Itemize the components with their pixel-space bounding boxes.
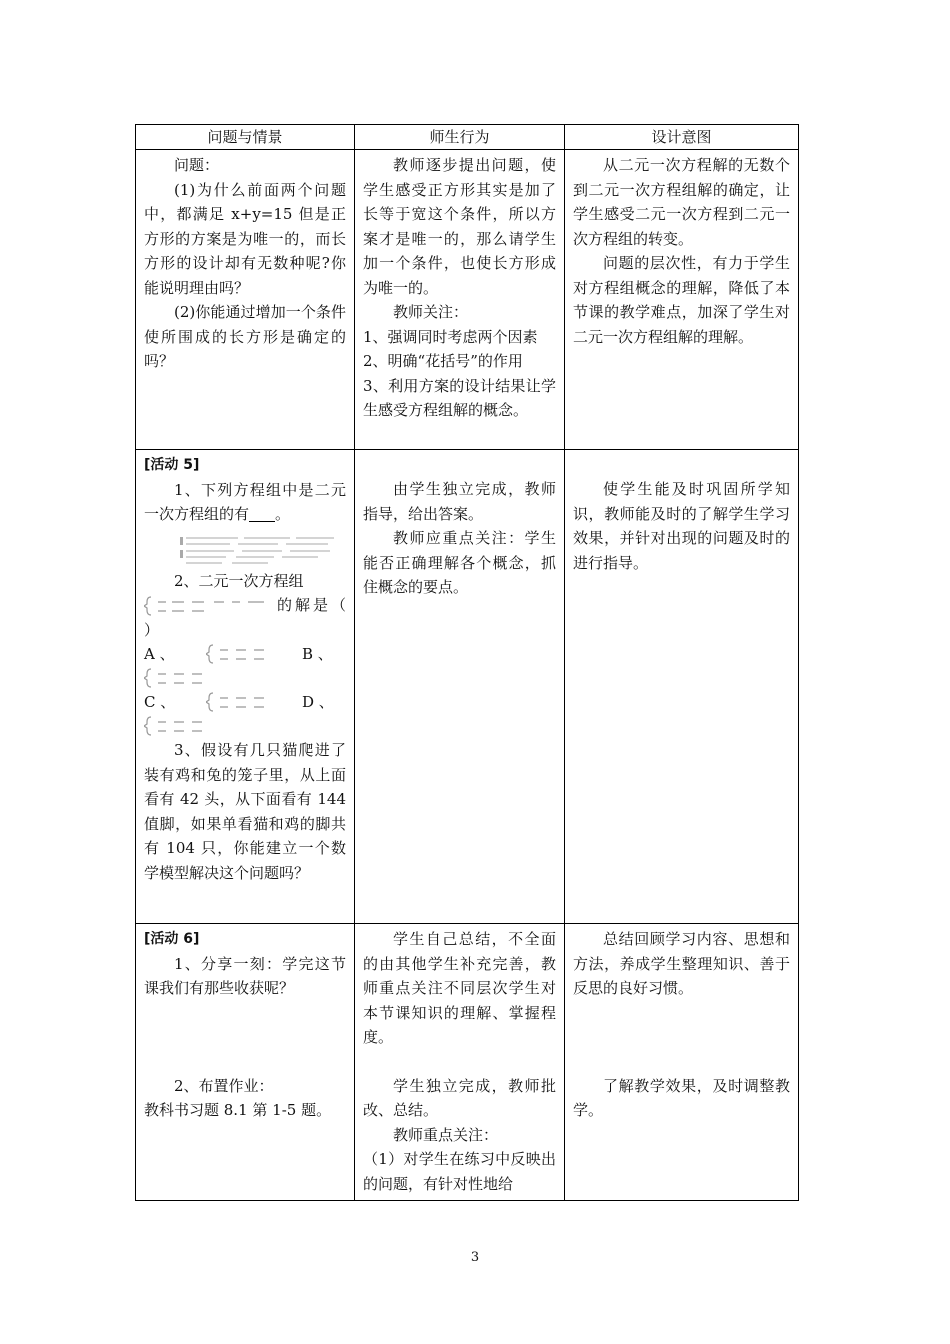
table-row xyxy=(136,450,799,924)
equation-systems-image xyxy=(178,535,338,565)
option-b-label: B 、 xyxy=(302,644,333,663)
row1-intent-cell xyxy=(565,150,799,450)
option-c-label: C 、 xyxy=(144,692,176,711)
row1-d1: 从二元一次方程解的无数个到二元一次方程组解的确定，让学生感受二元一次方程到二元一次方程组的转变。 xyxy=(573,156,790,248)
row1-q2: (2)你能通过增加一个条件使所围成的长方形是确定的吗？ xyxy=(144,303,346,370)
table-row xyxy=(136,150,799,450)
equation-system-icon xyxy=(144,595,274,617)
option-b-row xyxy=(144,666,346,690)
table-row xyxy=(136,924,799,1201)
row3-q1: 1、分享一刻：学完这节课我们有那些收获呢？ xyxy=(144,954,346,997)
row3-behavior-cell xyxy=(355,924,565,1201)
row3-t2: 学生独立完成，教师批改、总结。 xyxy=(363,1076,556,1119)
option-d-label: D 、 xyxy=(302,692,334,711)
row2-q3: 3、假设有几只猫爬进了装有鸡和兔的笼子里，从上面看有 42 头，从下面看有 144 值脚，如果单看猫和鸡的脚共有 104 只，你能建立一个数学模型解决这个问题吗？ xyxy=(144,741,346,882)
row2-q1 xyxy=(144,478,346,527)
row3-d1: 总结回顾学习内容、思想和方法，养成学生整理知识、善于反思的良好习惯。 xyxy=(573,930,790,997)
row3-d2: 了解教学效果，及时调整教学。 xyxy=(573,1076,790,1119)
row2-q2 xyxy=(144,569,346,594)
option-c-system xyxy=(206,691,286,713)
activity5-label: [活动 5] xyxy=(144,457,200,473)
option-b-system xyxy=(144,667,224,689)
row1-t5: 3、利用方案的设计结果让学生感受方程组解的概念。 xyxy=(363,376,556,419)
option-a-system xyxy=(206,643,286,665)
row2-d1: 使学生能及时巩固所学知识，教师能及时的了解学生学习效果，并针对出现的问题及时的进行指导。 xyxy=(573,480,790,572)
row3-t1: 学生自己总结，不全面的由其他学生补充完善，教师重点关注不同层次学生对本节课知识的理解、掌握程度。 xyxy=(363,930,556,1046)
row2-behavior-cell xyxy=(355,450,565,924)
row1-t2: 教师关注： xyxy=(393,303,469,321)
option-row-ab xyxy=(144,642,346,666)
row3-q2: 2、布置作业： xyxy=(174,1076,274,1095)
row3-t4: （1）对学生在练习中反映出的问题，有针对性地给 xyxy=(363,1150,556,1193)
answer-blank xyxy=(249,505,275,522)
row1-problem-cell xyxy=(136,150,355,450)
row3-q3: 教科书习题 8.1 第 1-5 题。 xyxy=(144,1101,332,1119)
option-d-row xyxy=(144,714,346,738)
row2-q2-line xyxy=(144,593,346,642)
row2-q1-end: 。 xyxy=(275,505,291,523)
row2-q2-a: 2、二元一次方程组 xyxy=(174,571,304,590)
option-d-system xyxy=(144,715,224,737)
row1-behavior-cell xyxy=(355,150,565,450)
option-a-label: A 、 xyxy=(144,644,175,663)
row1-q-title: 问题： xyxy=(174,156,220,174)
table-header-row xyxy=(136,125,799,150)
row2-q1-text: 1、下列方程组中是二元一次方程组的有 xyxy=(144,480,346,523)
row1-d2: 问题的层次性，有力于学生对方程组概念的理解，降低了本节课的教学难点，加深了学生对二元一次方程组解的理解。 xyxy=(573,254,790,346)
row2-intent-cell xyxy=(565,450,799,924)
header-intent: 设计意图 xyxy=(565,125,799,150)
row3-intent-cell xyxy=(565,924,799,1201)
row3-t3: 教师重点关注： xyxy=(393,1125,499,1144)
page-number: 3 xyxy=(470,1250,480,1265)
activity6-label: [活动 6] xyxy=(144,931,200,947)
row1-t3: 1、强调同时考虑两个因素 xyxy=(363,327,538,346)
header-behavior: 师生行为 xyxy=(355,125,565,150)
row2-problem-cell xyxy=(136,450,355,924)
row3-problem-cell xyxy=(136,924,355,1201)
row2-t2: 教师应重点关注：学生能否正确理解各个概念，抓住概念的要点。 xyxy=(363,529,556,596)
row2-t1: 由学生独立完成，教师指导，给出答案。 xyxy=(363,480,556,523)
row1-t1: 教师逐步提出问题，使学生感受正方形其实是加了长等于宽这个条件，所以方案才是唯一的，那么请学生加一个条件，也使长方形成为唯一的。 xyxy=(363,156,556,297)
lesson-plan-table xyxy=(135,124,799,1201)
option-row-cd xyxy=(144,690,346,714)
row1-q1: (1)为什么前面两个问题中，都满足 x+y=15 但是正方形的方案是为唯一的，而长方形的设计却有无数种呢?你能说明理由吗？ xyxy=(144,180,346,297)
header-problem: 问题与情景 xyxy=(136,125,355,150)
row1-t4: 2、明确“花括号”的作用 xyxy=(363,352,523,370)
row2-q2-b: 的解是（ ） xyxy=(144,596,346,639)
